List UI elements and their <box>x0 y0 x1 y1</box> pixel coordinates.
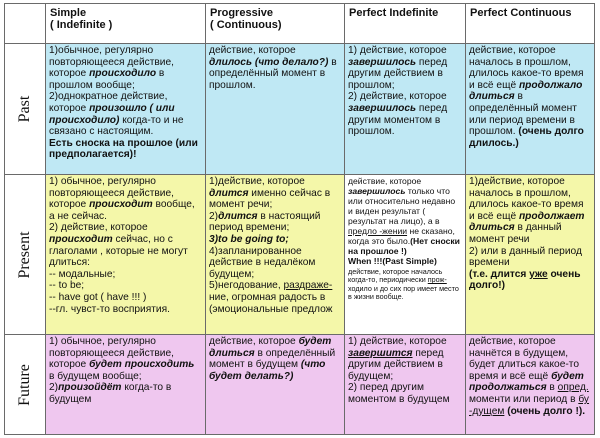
cell-past-simple: 1)обычное, регулярно повторяющееся действие, которое происходило в прошлом вообще; 2)однократное действие, которое произошло ( или происходило) когда-то и не связано с настоящим. Есть сноска на прошлое (или предполагается)! <box>46 44 206 175</box>
list-item: --гл. чувст-то восприятия. <box>49 303 170 315</box>
row-label-future: Future <box>5 335 46 435</box>
header-perfect: Perfect Indefinite <box>345 4 466 44</box>
list-item: -- to be; <box>49 280 85 292</box>
cell-present-simple: 1) обычное, регулярно повторяющееся действие, которое происходит вообще, а не сейчас. 2) действие, которое происходит сейчас, но с глаголами , которые не могут длиться: -- модальные; -- to be; -- have got ( have !!! ) --гл. чувст-то восприятия. <box>46 175 206 335</box>
cell-past-progressive: действие, которое длилось (что делало?) в определённый момент в прошлом. <box>206 44 345 175</box>
row-label-present: Present <box>5 175 46 335</box>
cell-future-simple: 1) обычное, регулярно повторяющееся действие, которое будет происходить в будущем вообще; 2)произойдёт когда-то в будущем <box>46 335 206 435</box>
cell-present-perfect-continuous: 1)действие, которое началось в прошлом, длилось какое-то время и всё ещё продолжает длиться в данный момент речи 2) или в данный период времени (т.е. длится уже очень долго!) <box>466 175 595 335</box>
corner-cell <box>5 4 46 44</box>
row-past <box>5 44 595 175</box>
list-item: -- модальные; <box>49 268 116 280</box>
cell-present-progressive: 1)действие, которое длится именно сейчас в момент речи; 2)длится в настоящий период времени; 3)to be going to; 4)запланированное действие в недалёком будущем; 5)негодование, раздраже-ние, огромная радость в (эмоциональные предлож <box>206 175 345 335</box>
cell-past-perfect: 1) действие, которое завершилось перед другим действием в прошлом; 2) действие, которое завершилось перед другим моментом в прошлом. <box>345 44 466 175</box>
cell-future-perfect: 1) действие, которое завершится перед другим действием в будущем; 2) перед другим моментом в будущем <box>345 335 466 435</box>
row-future <box>5 335 595 435</box>
header-row <box>5 4 595 44</box>
row-present <box>5 175 595 335</box>
header-simple: Simple ( Indefinite ) <box>46 4 206 44</box>
cell-past-perfect-continuous: действие, которое началось в прошлом, длилось какое-то время и всё ещё продолжало длиться в определённый момент или период времени в прошлом. (очень долго длилось.) <box>466 44 595 175</box>
english-tenses-table <box>4 3 595 435</box>
header-progressive: Progressive ( Continuous) <box>206 4 345 44</box>
cell-future-progressive: действие, которое будет длиться в определённый момент в будущем (что будет делать?) <box>206 335 345 435</box>
list-item: -- have got ( have !!! ) <box>49 291 147 303</box>
cell-present-perfect: действие, которое завершилось только что или относительно недавно и виден результат ( результат на лицо), а в предло -жении не сказано, когда это было.(Нет сноски на прошлое !) When !!!(Past Simple) действие, которое началось когда-то, периодически прож- ходило и до сих пор имеет место в жизни вообще. <box>345 175 466 335</box>
header-perfect-continuous: Perfect Continuous <box>466 4 595 44</box>
row-label-past: Past <box>5 44 46 175</box>
cell-future-perfect-continuous: действие, которое начнётся в будущем, будет длиться какое-то время и всё ещё будет продолжаться в опред. моменти или период в бу -дущем (очень долго !). <box>466 335 595 435</box>
